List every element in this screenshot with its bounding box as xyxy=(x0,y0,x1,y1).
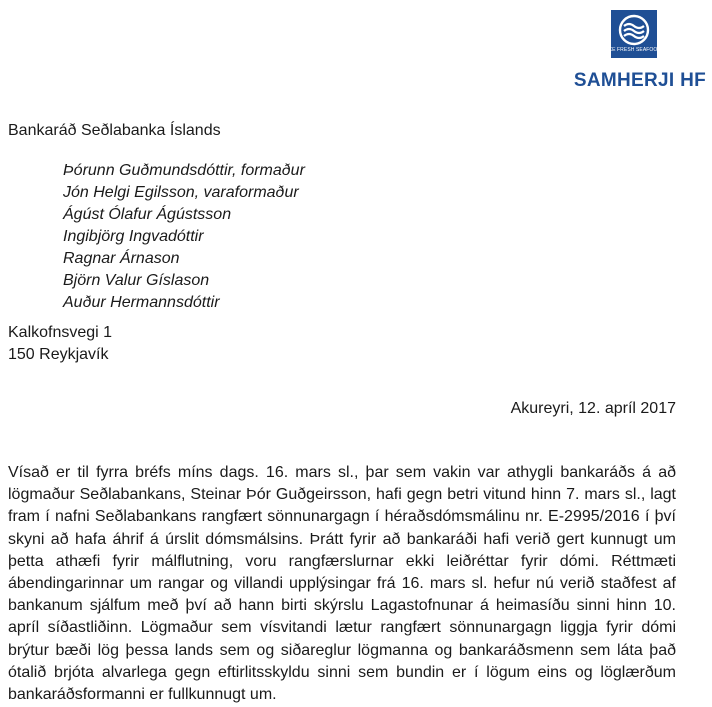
board-member: Ragnar Árnason xyxy=(63,250,180,267)
address-street: Kalkofnsvegi 1 xyxy=(8,324,113,341)
address-city: 150 Reykjavík xyxy=(8,346,109,363)
board-member: Björn Valur Gíslason xyxy=(63,272,210,289)
board-member: Ágúst Ólafur Ágústsson xyxy=(63,206,232,223)
dateline: Akureyri, 12. apríl 2017 xyxy=(510,400,676,417)
address-block xyxy=(8,322,112,366)
fish-logo-icon xyxy=(618,14,650,46)
logo-caption: ICE FRESH SEAFOOD xyxy=(606,47,662,53)
recipient-line: Bankaráð Seðlabanka Íslands xyxy=(8,122,221,139)
board-member: Ingibjörg Ingvadóttir xyxy=(63,228,204,245)
board-member: Jón Helgi Egilsson, varaformaður xyxy=(63,184,299,201)
company-name: SAMHERJI HF xyxy=(573,70,706,91)
company-logo xyxy=(606,10,662,58)
board-member: Auður Hermannsdóttir xyxy=(63,294,220,311)
board-member: Þórunn Guðmundsdóttir, formaður xyxy=(63,162,305,179)
letter-body: Vísað er til fyrra bréfs míns dags. 16. mars sl., þar sem vakin var athygli bankaráðs á að lögmaður Seðlabankans, Steinar Þór Guðgeirsson, hafi gegn betri vitund hinn 7. mars sl., lagt fram í nafni Seðlabankans rangfært sönnunargagn í héraðsdómsmálinu nr. E-2995/2016 í því skyni að hafa áhrif á úrslit dómsmálsins. Þrátt fyrir að bankaráði hafi verið gert kunnugt um þetta athæfi fyrir málflutning, voru rangfærslurnar ekki leiðréttar fyrir dómi. Réttmæti ábendingarinnar um rangar og villandi upplýsingar frá 16. mars sl. hefur nú verið staðfest af bankanum sjálfum með því að hann birti skýrslu Lagastofnunar á heimasíðu sinni hinn 10. apríl síðastliðinn. Lögmaður sem vísvitandi lætur rangfært sönnunargagn liggja fyrir dómi brýtur bæði lög þessa lands sem og siðareglur lögmanna og bankaráðsmenn sem láta það ótalið brjóta alvarlega gegn eftirlitsskyldu sinni sem bundin er í lögum eins og löglærðum bankaráðsformanni er fullkunnugt um. xyxy=(8,464,676,704)
board-members-list xyxy=(63,160,305,314)
